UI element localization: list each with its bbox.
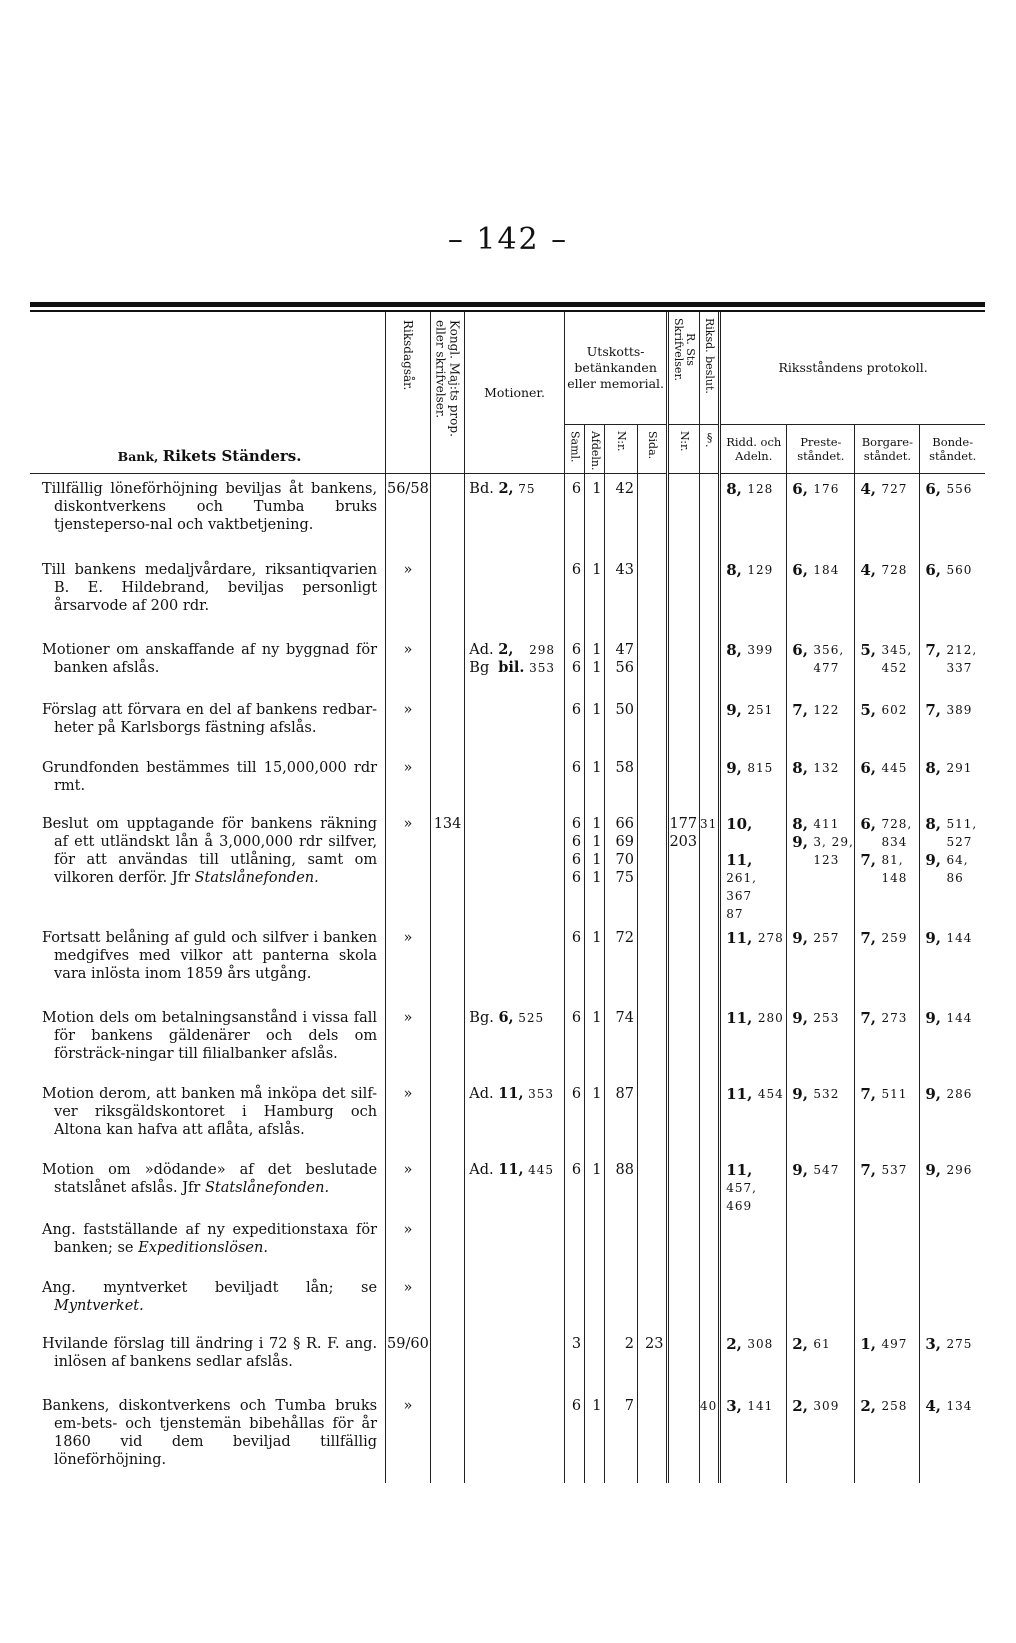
row-sida [637, 473, 667, 555]
row-paragraf [699, 1079, 719, 1155]
table-row [30, 753, 985, 809]
row-borgare: 6, 7, 728, 834 81, 148 [855, 809, 920, 923]
row-ridd: 10, 11, 261, 367 87 [720, 809, 787, 923]
row-borgare: 4, 728 [855, 555, 920, 635]
row-kongl [430, 1155, 465, 1215]
row-ridd: 11, 280 [720, 1003, 787, 1079]
register-body [30, 473, 985, 1483]
row-kongl [430, 1273, 465, 1329]
row-sida [637, 1155, 667, 1215]
row-paragraf [699, 1003, 719, 1079]
row-description-cell [30, 1079, 386, 1155]
row-description: Tillfällig löneförhöjning beviljas åt bankens, diskontverkens och Tumba bruks tjensteperso-nal och vaktbetjening. [42, 480, 378, 533]
row-afdeln: 1 [585, 923, 605, 1003]
row-description-cell [30, 473, 386, 555]
row-ridd: 11, 457, 469 [720, 1155, 787, 1215]
row-sida [637, 695, 667, 753]
table-row [30, 1215, 985, 1273]
row-borgare: 6, 445 [855, 753, 920, 809]
col-riksdagsar: Riksdagsår. [386, 312, 431, 473]
row-kongl [430, 635, 465, 695]
row-ridd: 8, 399 [720, 635, 787, 695]
row-kongl [430, 473, 465, 555]
row-borgare: 2, 258 [855, 1391, 920, 1483]
row-ridd: 11, 278 [720, 923, 787, 1003]
table-row [30, 695, 985, 753]
row-description: Motion derom, att banken må inköpa det silf-ver riksgäldskontoret i Hamburg och Altona kan hafva att aflåta, afslås. [42, 1086, 378, 1139]
row-description: Bankens, diskontverkens och Tumba bruks em-bets- och tjenstemän bibehållas för år 1860 vid dem beviljad tillfällig löneförhöjning. [42, 1398, 378, 1469]
row-saml: 6 [564, 1391, 584, 1483]
row-kongl: 134 [430, 809, 465, 923]
row-ridd [720, 1273, 787, 1329]
row-afdeln: 1 [585, 695, 605, 753]
row-bonde: 9, 144 [920, 1003, 985, 1079]
row-saml: 6 [564, 923, 584, 1003]
row-borgare [855, 1215, 920, 1273]
col-motioner: Motioner. [465, 312, 565, 473]
row-rsts-nr [668, 1003, 699, 1079]
row-rsts-nr [668, 695, 699, 753]
row-paragraf [699, 1155, 719, 1215]
row-bonde: 8, 291 [920, 753, 985, 809]
col-protokoll: Riksståndens protokoll. [720, 312, 985, 424]
row-paragraf [699, 753, 719, 809]
row-bonde [920, 1273, 985, 1329]
row-bonde: 9, 144 [920, 923, 985, 1003]
row-ridd: 11, 454 [720, 1079, 787, 1155]
col-sida: Sida. [637, 424, 667, 473]
row-paragraf: 31 [699, 809, 719, 923]
row-borgare: 4, 727 [855, 473, 920, 555]
row-preste: 6, 356, 477 [787, 635, 855, 695]
row-nr: 87 [605, 1079, 638, 1155]
row-description-cell [30, 635, 386, 695]
register-table-wrapper [30, 302, 985, 1483]
row-motioner [465, 555, 565, 635]
row-description: Grundfonden bestämmes till 15,000,000 rdr rmt. [42, 760, 378, 795]
row-riksdagsar: 59/60 [386, 1329, 431, 1391]
row-nr: 66 69 70 75 [605, 809, 638, 923]
row-preste: 9, 257 [787, 923, 855, 1003]
col-kongl: Kongl. Maj:ts prop. eller skrifvelser. [430, 312, 465, 473]
row-riksdagsar: » [386, 555, 431, 635]
row-sida [637, 635, 667, 695]
row-ridd: 8, 128 [720, 473, 787, 555]
row-paragraf [699, 473, 719, 555]
row-saml: 6 [564, 473, 584, 555]
row-nr: 7 [605, 1391, 638, 1483]
col-borgare: Borgare- ståndet. [855, 424, 920, 473]
row-bonde: 9, 296 [920, 1155, 985, 1215]
row-saml: 6 6 6 6 [564, 809, 584, 923]
row-description-cell [30, 1003, 386, 1079]
row-rsts-nr [668, 1079, 699, 1155]
row-riksdagsar: » [386, 1079, 431, 1155]
row-kongl [430, 1329, 465, 1391]
row-kongl [430, 1079, 465, 1155]
row-motioner [465, 1273, 565, 1329]
row-kongl [430, 1003, 465, 1079]
row-afdeln: 1 [585, 1003, 605, 1079]
row-afdeln: 1 [585, 555, 605, 635]
row-preste: 6, 176 [787, 473, 855, 555]
row-description: Ang. fastställande af ny expeditionstaxa för banken; se [42, 1222, 378, 1257]
top-rule-thick [30, 302, 985, 307]
row-motioner [465, 1215, 565, 1273]
row-kongl [430, 753, 465, 809]
row-rsts-nr: 177 203 [668, 809, 699, 923]
row-saml: 6 6 [564, 635, 584, 695]
row-description-cell [30, 695, 386, 753]
row-saml: 6 [564, 1079, 584, 1155]
col-rsts: R. Sts Skrifvelser. [668, 312, 699, 424]
row-borgare: 7, 273 [855, 1003, 920, 1079]
row-preste [787, 1273, 855, 1329]
row-riksdagsar: » [386, 809, 431, 923]
row-sida [637, 1215, 667, 1273]
row-rsts-nr [668, 1391, 699, 1483]
row-afdeln: 1 1 [585, 635, 605, 695]
row-borgare: 7, 259 [855, 923, 920, 1003]
row-afdeln: 1 [585, 473, 605, 555]
row-paragraf [699, 635, 719, 695]
row-saml: 6 [564, 555, 584, 635]
row-preste: 2, 309 [787, 1391, 855, 1483]
row-nr: 74 [605, 1003, 638, 1079]
row-nr: 58 [605, 753, 638, 809]
row-motioner [465, 1329, 565, 1391]
row-borgare: 1, 497 [855, 1329, 920, 1391]
row-description: Beslut om upptagande för bankens räkning af ett utländskt lån å 3,000,000 rdr silfver, för att användas till utlåning, samt om vilkoren derför. [42, 816, 378, 887]
col-preste: Preste- ståndet. [787, 424, 855, 473]
table-row [30, 809, 985, 923]
row-riksdagsar: » [386, 695, 431, 753]
row-riksdagsar: » [386, 753, 431, 809]
row-description-cell [30, 1273, 386, 1329]
row-preste: 8, 9, 411 3, 29, 123 [787, 809, 855, 923]
row-rsts-nr [668, 1273, 699, 1329]
row-description: Fortsatt belåning af guld och silfver i banken medgifves med vilkor att panterna skola vara inlösta inom 1859 års utgång. [42, 930, 378, 983]
row-ref-prefix: Jfr [171, 870, 191, 887]
row-description-cell [30, 555, 386, 635]
row-rsts-nr [668, 1329, 699, 1391]
row-description: Till bankens medaljvårdare, riksantiqvarien B. E. Hildebrand, beviljas personligt årsarvode af 200 rdr. [42, 562, 378, 615]
row-kongl [430, 555, 465, 635]
row-kongl [430, 695, 465, 753]
row-cross-reference: Myntverket. [54, 1298, 144, 1315]
table-row [30, 1155, 985, 1215]
row-borgare: 7, 537 [855, 1155, 920, 1215]
row-riksdagsar: » [386, 1155, 431, 1215]
row-preste: 9, 253 [787, 1003, 855, 1079]
col-nr: N:r. [605, 424, 638, 473]
row-nr: 50 [605, 695, 638, 753]
row-sida [637, 1273, 667, 1329]
row-motioner [465, 923, 565, 1003]
row-nr: 43 [605, 555, 638, 635]
row-riksdagsar: » [386, 1391, 431, 1483]
row-borgare: 7, 511 [855, 1079, 920, 1155]
page-number: – 142 – [447, 222, 569, 257]
row-saml: 3 [564, 1329, 584, 1391]
row-borgare: 5, 602 [855, 695, 920, 753]
row-sida [637, 1079, 667, 1155]
row-sida [637, 1391, 667, 1483]
row-nr: 2 [605, 1329, 638, 1391]
row-afdeln [585, 1215, 605, 1273]
row-riksdagsar: » [386, 1273, 431, 1329]
row-afdeln [585, 1273, 605, 1329]
row-paragraf [699, 555, 719, 635]
register-table [30, 312, 985, 1483]
row-description-cell [30, 753, 386, 809]
table-row [30, 555, 985, 635]
row-bonde [920, 1215, 985, 1273]
row-riksdagsar: » [386, 1003, 431, 1079]
row-ridd: 3, 141 [720, 1391, 787, 1483]
row-rsts-nr [668, 1215, 699, 1273]
row-preste: 7, 122 [787, 695, 855, 753]
row-description: Motion om »dödande» af det beslutade statslånet afslås. [42, 1162, 378, 1197]
col-riksd-beslut: Riksd. beslut. [699, 312, 719, 424]
row-motioner: Ad. Bg 2, bil. 298 353 [465, 635, 565, 695]
row-nr: 47 56 [605, 635, 638, 695]
row-sida [637, 753, 667, 809]
row-preste: 9, 532 [787, 1079, 855, 1155]
row-description: Ang. myntverket beviljadt lån; se [42, 1280, 378, 1297]
row-preste [787, 1215, 855, 1273]
row-motioner [465, 753, 565, 809]
row-description: Motion dels om betalningsanstånd i vissa fall för bankens gäldenärer och dels om försträck-ningar till filialbanker afslås. [42, 1010, 378, 1063]
row-preste: 6, 184 [787, 555, 855, 635]
row-preste: 2, 61 [787, 1329, 855, 1391]
row-afdeln [585, 1329, 605, 1391]
row-riksdagsar: 56/58 [386, 473, 431, 555]
row-description-cell [30, 1215, 386, 1273]
row-sida: 23 [637, 1329, 667, 1391]
row-saml: 6 [564, 753, 584, 809]
row-description: Förslag att förvara en del af bankens redbar-heter på Karlsborgs fästning afslås. [42, 702, 378, 737]
row-rsts-nr [668, 753, 699, 809]
row-sida [637, 809, 667, 923]
row-kongl [430, 1215, 465, 1273]
row-motioner: Ad. 11, 353 [465, 1079, 565, 1155]
col-afdeln: Afdeln. [585, 424, 605, 473]
col-ridd: Ridd. och Adeln. [720, 424, 787, 473]
row-description: Hvilande förslag till ändring i 72 § R. F. ang. inlösen af bankens sedlar afslås. [42, 1336, 378, 1371]
row-ridd [720, 1215, 787, 1273]
row-rsts-nr [668, 555, 699, 635]
table-row [30, 473, 985, 555]
row-afdeln: 1 [585, 1391, 605, 1483]
table-row [30, 1391, 985, 1483]
row-afdeln: 1 [585, 1079, 605, 1155]
row-motioner [465, 695, 565, 753]
row-nr: 72 [605, 923, 638, 1003]
row-saml [564, 1273, 584, 1329]
row-afdeln: 1 [585, 753, 605, 809]
row-rsts-nr [668, 635, 699, 695]
row-bonde: 7, 212, 337 [920, 635, 985, 695]
row-rsts-nr [668, 1155, 699, 1215]
row-bonde: 4, 134 [920, 1391, 985, 1483]
col-saml: Saml. [564, 424, 584, 473]
row-sida [637, 923, 667, 1003]
row-borgare: 5, 345, 452 [855, 635, 920, 695]
table-row [30, 923, 985, 1003]
row-preste: 8, 132 [787, 753, 855, 809]
row-bonde: 6, 560 [920, 555, 985, 635]
row-bonde: 3, 275 [920, 1329, 985, 1391]
row-cross-reference: Statslånefonden. [194, 870, 319, 887]
row-description-cell [30, 809, 386, 923]
row-motioner: Bg. 6, 525 [465, 1003, 565, 1079]
row-cross-reference: Statslånefonden. [204, 1180, 330, 1197]
row-description: Motioner om anskaffande af ny byggnad för banken afslås. [42, 642, 378, 677]
col-bonde: Bonde- ståndet. [920, 424, 985, 473]
row-paragraf [699, 923, 719, 1003]
row-riksdagsar: » [386, 1215, 431, 1273]
row-riksdagsar: » [386, 635, 431, 695]
table-row [30, 1079, 985, 1155]
row-riksdagsar: » [386, 923, 431, 1003]
row-sida [637, 1003, 667, 1079]
row-rsts-nr [668, 923, 699, 1003]
row-saml: 6 [564, 1155, 584, 1215]
row-saml: 6 [564, 695, 584, 753]
row-paragraf: 40 [699, 1391, 719, 1483]
row-motioner: Ad. 11, 445 [465, 1155, 565, 1215]
row-paragraf [699, 1273, 719, 1329]
row-paragraf [699, 1215, 719, 1273]
row-bonde: 7, 389 [920, 695, 985, 753]
row-nr: 42 [605, 473, 638, 555]
col-paragraf: §. [699, 424, 719, 473]
row-bonde: 8, 9, 511, 527 64, 86 [920, 809, 985, 923]
row-ref-prefix: Jfr [182, 1180, 201, 1197]
row-description-cell [30, 1391, 386, 1483]
row-bonde: 6, 556 [920, 473, 985, 555]
row-motioner [465, 809, 565, 923]
section-title: Bank, Rikets Ständers. [117, 446, 302, 465]
row-rsts-nr [668, 473, 699, 555]
row-nr [605, 1273, 638, 1329]
row-description-cell [30, 1329, 386, 1391]
row-kongl [430, 923, 465, 1003]
row-saml: 6 [564, 1003, 584, 1079]
row-saml [564, 1215, 584, 1273]
row-ridd: 9, 815 [720, 753, 787, 809]
table-row [30, 1273, 985, 1329]
row-motioner: Bd. 2, 75 [465, 473, 565, 555]
row-motioner [465, 1391, 565, 1483]
col-utskotts: Utskotts- betänkanden eller memorial. [564, 312, 668, 424]
row-cross-reference: Expeditionslösen. [138, 1240, 268, 1257]
col-rsts-nr: N:r. [668, 424, 699, 473]
table-row [30, 1003, 985, 1079]
row-ridd: 9, 251 [720, 695, 787, 753]
row-nr [605, 1215, 638, 1273]
row-ridd: 8, 129 [720, 555, 787, 635]
row-bonde: 9, 286 [920, 1079, 985, 1155]
row-ridd: 2, 308 [720, 1329, 787, 1391]
table-row [30, 1329, 985, 1391]
row-afdeln: 1 [585, 1155, 605, 1215]
row-paragraf [699, 695, 719, 753]
row-borgare [855, 1273, 920, 1329]
row-sida [637, 555, 667, 635]
row-description-cell [30, 1155, 386, 1215]
row-description-cell [30, 923, 386, 1003]
row-nr: 88 [605, 1155, 638, 1215]
table-row [30, 635, 985, 695]
row-preste: 9, 547 [787, 1155, 855, 1215]
row-kongl [430, 1391, 465, 1483]
row-afdeln: 1 1 1 1 [585, 809, 605, 923]
row-paragraf [699, 1329, 719, 1391]
